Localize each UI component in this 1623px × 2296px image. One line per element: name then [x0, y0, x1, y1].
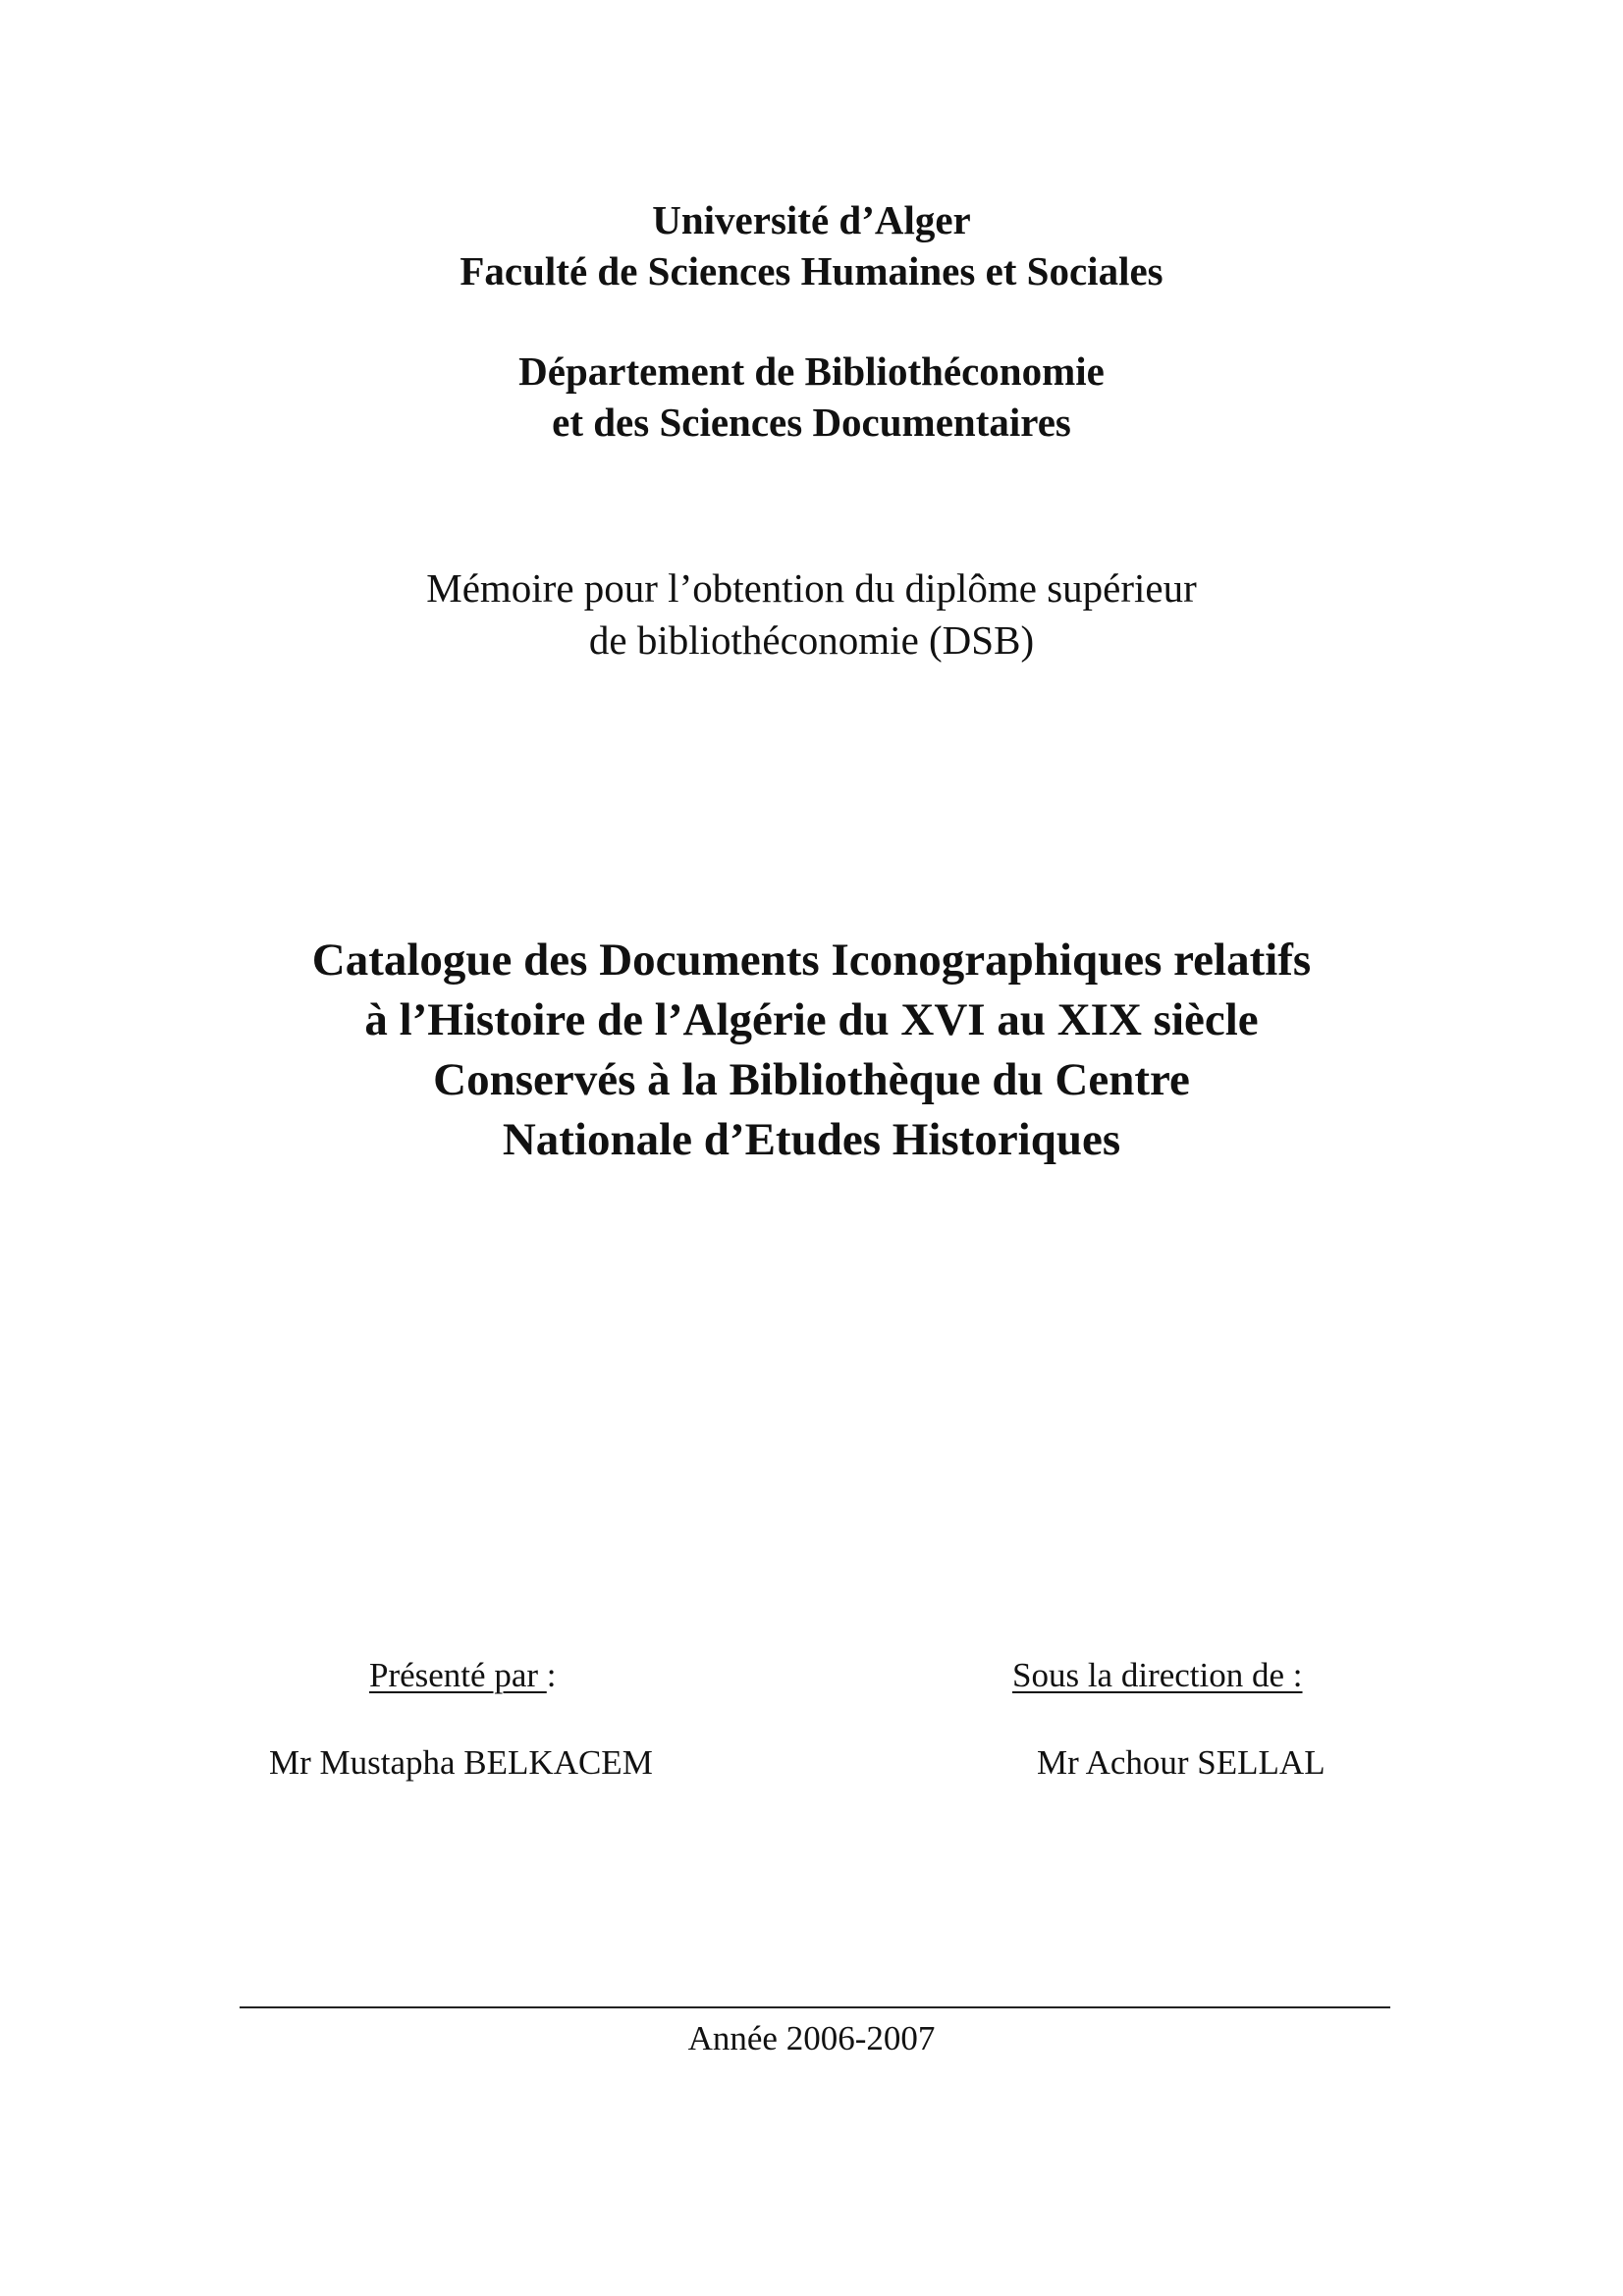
supervisor-label-text: Sous la direction de : [1012, 1656, 1303, 1694]
supervisor-label [1012, 1656, 1303, 1695]
department-line-2: et des Sciences Documentaires [552, 400, 1071, 445]
institution-block [0, 194, 1623, 296]
department-line-1: Département de Bibliothéconomie [518, 348, 1105, 394]
presented-by-text: Présenté par [369, 1656, 547, 1694]
title-line-2: à l’Histoire de l’Algérie du XVI au XIX siècle [364, 994, 1259, 1045]
presented-by-colon: : [546, 1656, 557, 1694]
faculty-name: Faculté de Sciences Humaines et Sociales [460, 248, 1163, 294]
department-block [0, 346, 1623, 448]
thesis-title [0, 931, 1623, 1170]
degree-block [0, 562, 1623, 667]
supervisor-name: Mr Achour SELLAL [1037, 1743, 1325, 1782]
presented-by-label [369, 1656, 557, 1695]
title-line-4: Nationale d’Etudes Historiques [502, 1114, 1121, 1165]
academic-year: Année 2006-2007 [687, 2019, 936, 2057]
degree-line-1: Mémoire pour l’obtention du diplôme supérieur [426, 565, 1197, 611]
title-line-1: Catalogue des Documents Iconographiques relatifs [311, 934, 1312, 986]
title-line-3: Conservés à la Bibliothèque du Centre [433, 1054, 1190, 1105]
footer-divider [240, 2006, 1390, 2008]
university-name: Université d’Alger [652, 197, 971, 242]
author-name: Mr Mustapha BELKACEM [269, 1743, 653, 1782]
degree-line-2: de bibliothéconomie (DSB) [588, 617, 1035, 663]
